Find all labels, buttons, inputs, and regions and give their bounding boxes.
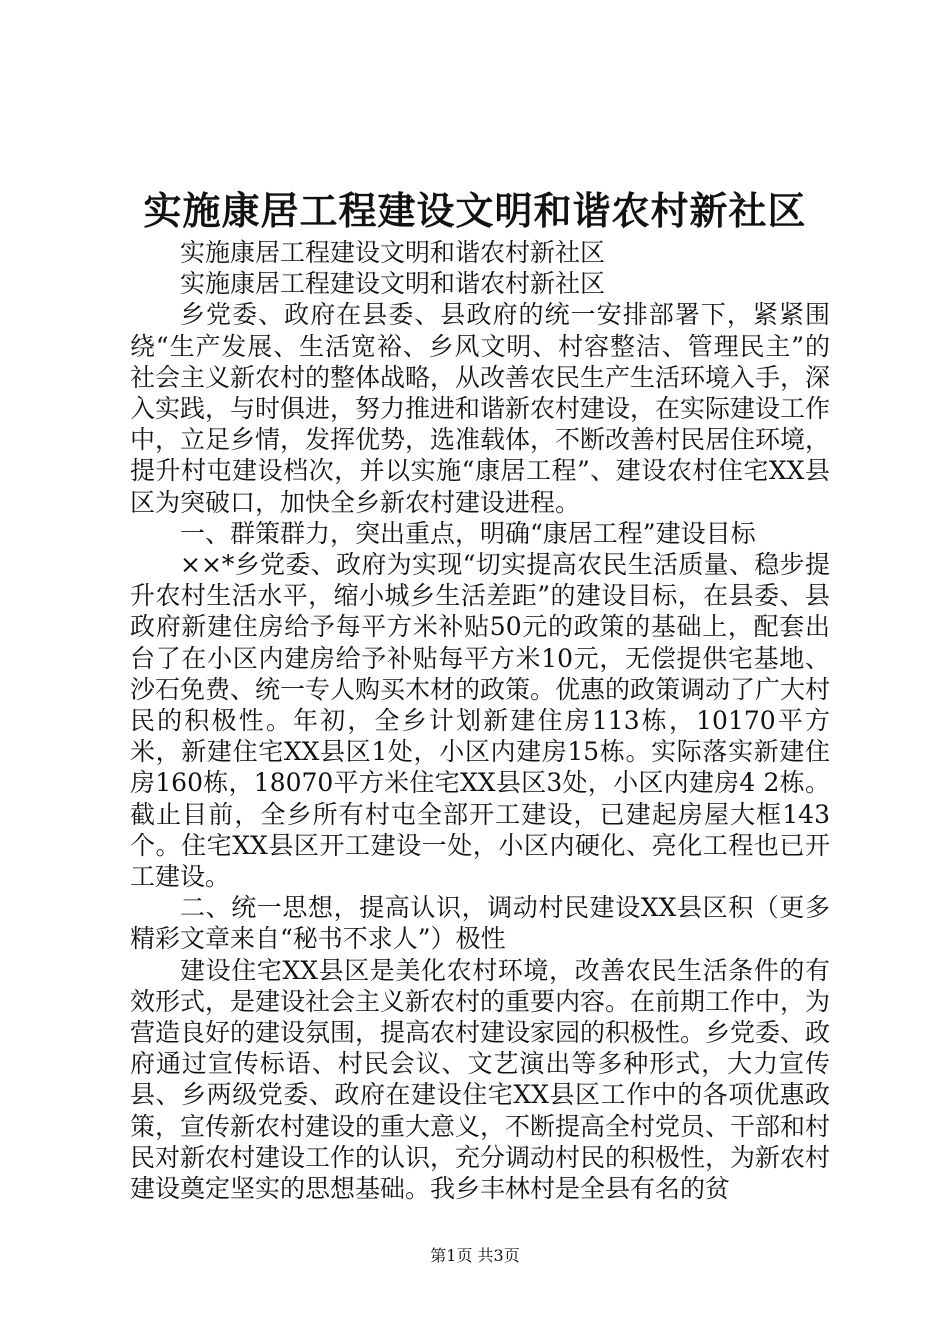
paragraph-subtitle-1: 实施康居工程建设文明和谐农村新社区 (180, 238, 606, 267)
document-title: 实施康居工程建设文明和谐农村新社区 (143, 188, 807, 233)
section-heading-2: 二、统一思想，提高认识，调动村民建设XX县区积（更多精彩文章来自“秘书不求人”）极性 (130, 893, 830, 954)
paragraph-intro: 乡党委、政府在县委、县政府的统一安排部署下，紧紧围绕“生产发展、生活宽裕、乡风文明、村容整洁、管理民主”的社会主义新农村的整体战略，从改善农民生产生活环境入手，深入实践，与时俱进，努力推进和谐新农村建设，在实际建设工作中，立足乡情，发挥优势，选准载体，不断改善村民居住环境，提升村屯建设档次，并以实施“康居工程”、建设农村住宅XX县区为突破口，加快全乡新农村建设进程。 (130, 300, 831, 517)
page-footer: 第1页 共3页 (430, 1246, 520, 1265)
document-body (130, 237, 830, 1204)
section-heading-1: 一、群策群力，突出重点，明确“康居工程”建设目标 (180, 518, 756, 548)
paragraph-subtitle-2: 实施康居工程建设文明和谐农村新社区 (180, 269, 606, 299)
paragraph-section-1: ××*乡党委、政府为实现“切实提高农民生活质量、稳步提升农村生活水平，缩小城乡生活差距”的建设目标，在县委、县政府新建住房给予每平方米补贴50元的政策的基础上，配套出台了在小区内建房给予补贴每平方米10元，无偿提供宅基地、沙石免费、统一专人购买木材的政策。优惠的政策调动了广大村民的积极性。年初，全乡计划新建住房113栋，10170平方米，新建住宅XX县区1处，小区内建房15栋。实际落实新建住房160栋，18070平方米住宅XX县区3处，小区内建房4 2栋。截止目前，全乡所有村屯全部开工建设，已建起房屋大框143个。住宅XX县区开工建设一处，小区内硬化、亮化工程也已开工建设。 (130, 550, 831, 892)
paragraph-section-2: 建设住宅XX县区是美化农村环境，改善农民生活条件的有效形式，是建设社会主义新农村的重要内容。在前期工作中，为营造良好的建设氛围，提高农村建设家园的积极性。乡党委、政府通过宣传标语、村民会议、文艺演出等多种形式，大力宣传县、乡两级党委、政府在建设住宅XX县区工作中的各项优惠政策，宣传新农村建设的重大意义，不断提高全村党员、干部和村民对新农村建设工作的认识，充分调动村民的积极性，为新农村建设奠定坚实的思想基础。我乡丰林村是全县有名的贫 (130, 955, 831, 1204)
